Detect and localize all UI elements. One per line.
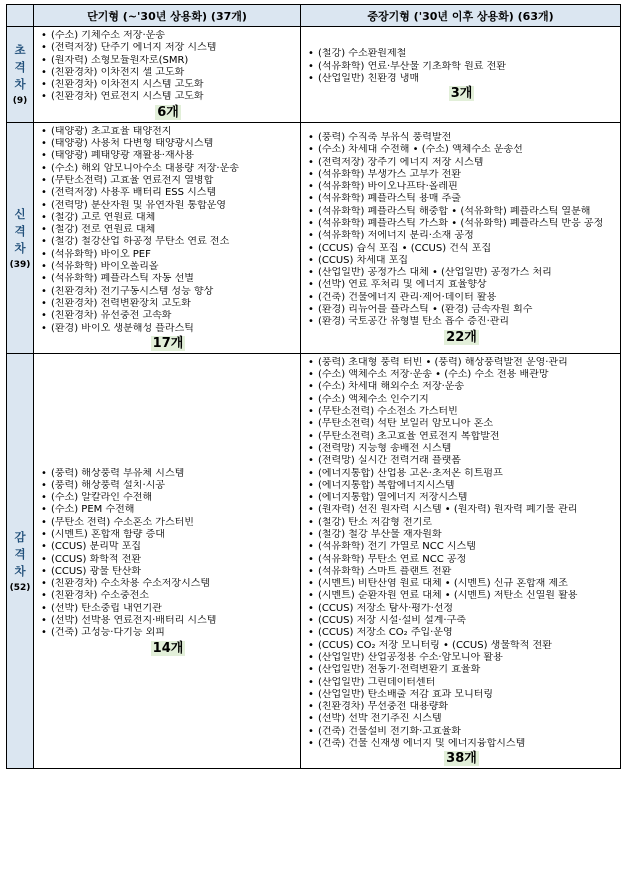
short-term-cell <box>34 353 301 769</box>
list-item: • (건축) 건물 신재생 에너지 및 에너지융합시스템 <box>307 738 616 750</box>
total-count-value: 38개 <box>446 751 477 767</box>
list-item: • (무탄소 전력) 수소혼소 가스터빈 <box>40 517 296 529</box>
list-item: • (전력망) 분산자원 및 유연자원 통합운영 <box>40 200 296 212</box>
row-header-char: 차 <box>14 564 26 579</box>
row-header-char: 신 <box>14 206 26 221</box>
list-item: • (에너지통합) 산업용 고온·초저온 히트펌프 <box>307 468 616 480</box>
list-item: • (풍력) 초대형 풍력 터빈 • (풍력) 해상풍력발전 운영·관리 <box>307 357 616 369</box>
list-item: • (수소) 기체수소 저장·운송 <box>40 30 296 42</box>
row-header-count: (52) <box>9 583 31 594</box>
item-list <box>307 48 616 85</box>
list-item: • (풍력) 해상풍력 부유체 시스템 <box>40 468 296 480</box>
total-count <box>40 336 296 351</box>
item-list <box>40 30 296 104</box>
list-item: • (시멘트) 순환자원 연료 대체 • (시멘트) 저탄소 신열원 활용 <box>307 590 616 602</box>
list-item: • (석유화학) 폐플라스틱 자동 선별 <box>40 273 296 285</box>
list-item: • (철강) 탄소 저감형 전기로 <box>307 517 616 529</box>
list-item: • (CCUS) 저장소 탐사·평가·선정 <box>307 603 616 615</box>
list-item: • (친환경차) 유선충전 고속화 <box>40 310 296 322</box>
row-header-count: (39) <box>9 259 31 270</box>
item-list <box>40 468 296 640</box>
list-item: • (친환경차) 전력변환장치 고도화 <box>40 298 296 310</box>
list-item: • (CCUS) CO₂ 저장 모니터링 • (CCUS) 생물학적 전환 <box>307 640 616 652</box>
list-item: • (CCUS) 습식 포집 • (CCUS) 건식 포집 <box>307 243 616 255</box>
row-header-char: 차 <box>14 240 26 255</box>
list-item: • (풍력) 수직축 부유식 풍력발전 <box>307 132 616 144</box>
list-item: • (석유화학) 연료·부산물 기초화학 원료 전환 <box>307 61 616 73</box>
mid-long-term-cell <box>301 122 621 353</box>
short-term-cell <box>34 122 301 353</box>
list-item: • (CCUS) 화학적 전환 <box>40 554 296 566</box>
list-item: • (석유화학) 바이오 PEF <box>40 249 296 261</box>
list-item: • (건축) 건물에너지 관리·제어·데이터 활용 <box>307 292 616 304</box>
list-item: • (무탄소전력) 고효율 연료전지 열병합 <box>40 175 296 187</box>
list-item: • (선박) 선박 전기추진 시스템 <box>307 713 616 725</box>
list-item: • (시멘트) 비탄산염 원료 대체 • (시멘트) 신규 혼합재 제조 <box>307 578 616 590</box>
header-row <box>7 5 621 27</box>
list-item: • (CCUS) 광물 탄산화 <box>40 566 296 578</box>
list-item: • (수소) 액체수소 저장·운송 • (수소) 수소 전용 배관망 <box>307 369 616 381</box>
total-count <box>307 330 616 345</box>
list-item: • (원자력) 소형모듈원자로(SMR) <box>40 55 296 67</box>
row-header-char: 격 <box>14 547 26 562</box>
list-item: • (석유화학) 폐플라스틱 가스화 • (석유화학) 폐플라스틱 반응 공정 <box>307 218 616 230</box>
list-item: • (수소) 액체수소 인수기지 <box>307 394 616 406</box>
total-count <box>307 751 616 766</box>
list-item: • (무탄소전력) 석탄 보일러 암모니아 혼소 <box>307 418 616 430</box>
row-header-char: 격 <box>14 223 26 238</box>
list-item: • (전력망) 실시간 전력거래 플랫폼 <box>307 455 616 467</box>
list-item: • (친환경차) 수소충전소 <box>40 590 296 602</box>
short-term-cell <box>34 27 301 123</box>
list-item: • (산업일반) 탄소배출 저감 효과 모니터링 <box>307 689 616 701</box>
list-item: • (태양광) 초고효율 태양전지 <box>40 126 296 138</box>
total-count-value: 14개 <box>152 640 184 656</box>
row-header <box>7 122 34 353</box>
list-item: • (철강) 고로 연원료 대체 <box>40 212 296 224</box>
list-item: • (철강) 철강산업 하공정 무탄소 연료 전소 <box>40 236 296 248</box>
list-item: • (전력저장) 장주기 에너지 저장 시스템 <box>307 157 616 169</box>
list-item: • (철강) 철강 부산물 재자원화 <box>307 529 616 541</box>
list-item: • (친환경차) 이차전지 시스템 고도화 <box>40 79 296 91</box>
row-header-char: 차 <box>14 77 26 92</box>
list-item: • (수소) 알칼라인 수전해 <box>40 492 296 504</box>
list-item: • (수소) PEM 수전해 <box>40 504 296 516</box>
list-item: • (철강) 수소환원제철 <box>307 48 616 60</box>
list-item: • (산업일반) 친환경 냉매 <box>307 73 616 85</box>
list-item: • (환경) 바이오 생분해성 플라스틱 <box>40 323 296 335</box>
list-item: • (CCUS) 차세대 포집 <box>307 255 616 267</box>
list-item: • (CCUS) 분리막 포집 <box>40 541 296 553</box>
list-item: • (CCUS) 저장소 CO₂ 주입·운영 <box>307 627 616 639</box>
total-count-value: 22개 <box>446 329 477 345</box>
list-item: • (에너지통합) 복합에너지시스템 <box>307 480 616 492</box>
list-item: • (친환경차) 수소차용 수소저장시스템 <box>40 578 296 590</box>
list-item: • (전력저장) 단주기 에너지 저장 시스템 <box>40 42 296 54</box>
list-item: • (시멘트) 혼합재 함량 증대 <box>40 529 296 541</box>
item-list <box>40 126 296 335</box>
corner-cell <box>7 5 34 27</box>
item-list <box>307 132 616 329</box>
list-item: • (석유화학) 바이오폴리올 <box>40 261 296 273</box>
list-item: • (산업일반) 산업공정용 수소·암모니아 활용 <box>307 652 616 664</box>
section-row-singyeokcha <box>7 122 621 353</box>
section-row-gamgyeokcha <box>7 353 621 769</box>
list-item: • (풍력) 해상풍력 설치·시공 <box>40 480 296 492</box>
list-item: • (철강) 전로 연원료 대체 <box>40 224 296 236</box>
row-header-char: 감 <box>14 530 26 545</box>
list-item: • (산업일반) 전동기·전력변환기 효율화 <box>307 664 616 676</box>
mid-long-term-header: 중장기형 ('30년 이후 상용화) (63개) <box>301 5 621 27</box>
mid-long-term-cell <box>301 27 621 123</box>
list-item: • (원자력) 선진 원자력 시스템 • (원자력) 원자력 폐기물 관리 <box>307 504 616 516</box>
list-item: • (친환경차) 전기구동시스템 성능 향상 <box>40 286 296 298</box>
list-item: • (산업일반) 공정가스 대체 • (산업일반) 공정가스 처리 <box>307 267 616 279</box>
total-count-value: 17개 <box>152 335 184 351</box>
list-item: • (CCUS) 저장 시설·설비 설계·구축 <box>307 615 616 627</box>
list-item: • (석유화학) 저에너지 분리·소재 공정 <box>307 230 616 242</box>
list-item: • (선박) 탄소중립 내연기관 <box>40 603 296 615</box>
technology-classification-table <box>6 4 621 769</box>
list-item: • (전력망) 지능형 송배전 시스템 <box>307 443 616 455</box>
list-item: • (환경) 국토공간 유형별 탄소 흡수 증진·관리 <box>307 316 616 328</box>
list-item: • (친환경차) 연료전지 시스템 고도화 <box>40 91 296 103</box>
list-item: • (선박) 연료 후처리 및 에너지 효율향상 <box>307 279 616 291</box>
section-row-chogyeokcha <box>7 27 621 123</box>
list-item: • (무탄소전력) 수소전소 가스터빈 <box>307 406 616 418</box>
list-item: • (건축) 건물설비 전기화·고효율화 <box>307 726 616 738</box>
list-item: • (환경) 리뉴어블 플라스틱 • (환경) 금속자원 회수 <box>307 304 616 316</box>
item-list <box>307 357 616 751</box>
list-item: • (선박) 선박용 연료전지·배터리 시스템 <box>40 615 296 627</box>
list-item: • (석유화학) 무탄소 연료 NCC 공정 <box>307 554 616 566</box>
total-count-value: 3개 <box>450 86 473 102</box>
list-item: • (석유화학) 폐플라스틱 해중합 • (석유화학) 폐플라스틱 열분해 <box>307 206 616 218</box>
list-item: • (석유화학) 전기 가열로 NCC 시스템 <box>307 541 616 553</box>
total-count-value: 6개 <box>157 104 179 120</box>
list-item: • (태양광) 사용처 다변형 태양광시스템 <box>40 138 296 150</box>
list-item: • (친환경차) 무선충전 대용량화 <box>307 701 616 713</box>
list-item: • (에너지통합) 열에너지 저장시스템 <box>307 492 616 504</box>
list-item: • (태양광) 폐태양광 재활용·재사용 <box>40 150 296 162</box>
row-header-count: (9) <box>12 96 28 107</box>
total-count <box>307 86 616 101</box>
list-item: • (전력저장) 사용후 배터리 ESS 시스템 <box>40 187 296 199</box>
list-item: • (건축) 고성능·다기능 외피 <box>40 627 296 639</box>
list-item: • (친환경차) 이차전지 셀 고도화 <box>40 67 296 79</box>
row-header <box>7 353 34 769</box>
total-count <box>40 105 296 120</box>
list-item: • (수소) 해외 암모니아수소 대용량 저장·운송 <box>40 163 296 175</box>
row-header <box>7 27 34 123</box>
list-item: • (석유화학) 바이오나프타·올레핀 <box>307 181 616 193</box>
total-count <box>40 641 296 656</box>
row-header-char: 격 <box>14 60 26 75</box>
list-item: • (석유화학) 폐플라스틱 용매 추출 <box>307 193 616 205</box>
list-item: • (수소) 차세대 해외수소 저장·운송 <box>307 381 616 393</box>
list-item: • (수소) 차세대 수전해 • (수소) 액체수소 운송선 <box>307 144 616 156</box>
mid-long-term-cell <box>301 353 621 769</box>
list-item: • (산업일반) 그린데이터센터 <box>307 677 616 689</box>
list-item: • (무탄소전력) 초고효율 연료전지 복합발전 <box>307 431 616 443</box>
row-header-char: 초 <box>14 43 26 58</box>
short-term-header: 단기형 (~'30년 상용화) (37개) <box>34 5 301 27</box>
list-item: • (석유화학) 부생가스 고부가 전환 <box>307 169 616 181</box>
list-item: • (석유화학) 스마트 플랜트 전환 <box>307 566 616 578</box>
